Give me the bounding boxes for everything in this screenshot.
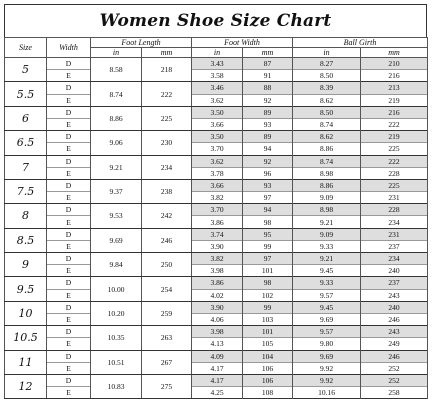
length-in-cell: 8.58: [91, 58, 142, 82]
girth-mm-cell: 219: [361, 131, 428, 143]
width-code-cell: E: [47, 143, 91, 155]
width-in-cell: 3.43: [192, 58, 243, 70]
table-row: [5, 350, 428, 362]
width-mm-cell: 88: [243, 82, 293, 94]
girth-mm-cell: 231: [361, 192, 428, 204]
width-in-cell: 4.13: [192, 338, 243, 350]
table-row: [5, 338, 428, 350]
girth-in-cell: 8.98: [293, 204, 361, 216]
length-in-cell: 9.37: [91, 179, 142, 203]
size-cell: 8.5: [5, 228, 47, 252]
width-in-cell: 3.90: [192, 301, 243, 313]
girth-in-cell: 9.92: [293, 374, 361, 386]
girth-mm-cell: 249: [361, 338, 428, 350]
table-row: [5, 155, 428, 167]
girth-mm-cell: 210: [361, 58, 428, 70]
width-mm-cell: 89: [243, 106, 293, 118]
width-in-cell: 4.17: [192, 362, 243, 374]
table-row: [5, 387, 428, 399]
width-code-cell: D: [47, 326, 91, 338]
width-code-cell: D: [47, 179, 91, 191]
girth-in-cell: 9.09: [293, 228, 361, 240]
width-mm-cell: 104: [243, 350, 293, 362]
width-in-cell: 3.78: [192, 167, 243, 179]
width-in-cell: 3.66: [192, 118, 243, 130]
girth-mm-cell: 225: [361, 179, 428, 191]
width-in-cell: 4.06: [192, 313, 243, 325]
girth-mm-cell: 240: [361, 265, 428, 277]
girth-in-cell: 8.74: [293, 118, 361, 130]
width-code-cell: E: [47, 167, 91, 179]
width-in-cell: 3.70: [192, 143, 243, 155]
girth-in-cell: 9.33: [293, 277, 361, 289]
girth-mm-cell: 243: [361, 326, 428, 338]
table-row: [5, 192, 428, 204]
girth-mm-cell: 246: [361, 313, 428, 325]
width-mm-cell: 105: [243, 338, 293, 350]
width-in-cell: 3.62: [192, 155, 243, 167]
girth-mm-cell: 213: [361, 82, 428, 94]
girth-in-cell: 8.50: [293, 70, 361, 82]
size-cell: 6: [5, 106, 47, 130]
girth-in-cell: 8.74: [293, 155, 361, 167]
width-mm-cell: 94: [243, 204, 293, 216]
width-code-cell: E: [47, 240, 91, 252]
length-in-cell: 8.86: [91, 106, 142, 130]
width-mm-cell: 92: [243, 94, 293, 106]
width-mm-cell: 93: [243, 179, 293, 191]
size-cell: 7: [5, 155, 47, 179]
width-code-cell: E: [47, 313, 91, 325]
size-cell: 11: [5, 350, 47, 374]
girth-mm-cell: 234: [361, 216, 428, 228]
table-row: [5, 277, 428, 289]
width-mm-cell: 94: [243, 143, 293, 155]
width-mm-cell: 108: [243, 387, 293, 399]
girth-mm-cell: 243: [361, 289, 428, 301]
girth-in-cell: 10.16: [293, 387, 361, 399]
size-chart: [4, 4, 427, 399]
width-in-cell: 3.50: [192, 106, 243, 118]
width-mm-cell: 106: [243, 362, 293, 374]
width-in-cell: 3.82: [192, 192, 243, 204]
length-in-cell: 10.20: [91, 301, 142, 325]
table-row: [5, 240, 428, 252]
table-row: [5, 179, 428, 191]
table-row: [5, 362, 428, 374]
width-in-cell: 3.70: [192, 204, 243, 216]
table-row: [5, 204, 428, 216]
girth-mm-cell: 246: [361, 350, 428, 362]
girth-in-cell: 9.45: [293, 265, 361, 277]
width-code-cell: D: [47, 277, 91, 289]
width-code-cell: D: [47, 301, 91, 313]
girth-mm-cell: 216: [361, 70, 428, 82]
girth-mm-cell: 234: [361, 253, 428, 265]
length-mm-cell: 267: [142, 350, 192, 374]
size-cell: 9: [5, 253, 47, 277]
girth-in-cell: 8.39: [293, 82, 361, 94]
girth-in-cell: 8.50: [293, 106, 361, 118]
width-mm-cell: 97: [243, 253, 293, 265]
header-width-in: in: [192, 48, 243, 58]
length-mm-cell: 250: [142, 253, 192, 277]
length-in-cell: 10.00: [91, 277, 142, 301]
width-in-cell: 3.66: [192, 179, 243, 191]
width-in-cell: 3.46: [192, 82, 243, 94]
girth-mm-cell: 258: [361, 387, 428, 399]
girth-mm-cell: 216: [361, 106, 428, 118]
length-in-cell: 9.53: [91, 204, 142, 228]
girth-in-cell: 9.69: [293, 350, 361, 362]
girth-mm-cell: 237: [361, 240, 428, 252]
width-code-cell: D: [47, 253, 91, 265]
girth-in-cell: 8.86: [293, 179, 361, 191]
width-code-cell: E: [47, 216, 91, 228]
length-in-cell: 10.83: [91, 374, 142, 398]
width-mm-cell: 98: [243, 277, 293, 289]
width-code-cell: E: [47, 118, 91, 130]
size-cell: 5.5: [5, 82, 47, 106]
length-in-cell: 8.74: [91, 82, 142, 106]
header-girth-mm: mm: [361, 48, 428, 58]
width-code-cell: D: [47, 82, 91, 94]
width-in-cell: 4.02: [192, 289, 243, 301]
table-row: [5, 216, 428, 228]
girth-mm-cell: 252: [361, 374, 428, 386]
girth-in-cell: 9.80: [293, 338, 361, 350]
size-cell: 10: [5, 301, 47, 325]
width-in-cell: 3.86: [192, 216, 243, 228]
girth-in-cell: 9.57: [293, 326, 361, 338]
length-in-cell: 9.69: [91, 228, 142, 252]
chart-title: Women Shoe Size Chart: [4, 4, 427, 37]
table-row: [5, 131, 428, 143]
length-mm-cell: 222: [142, 82, 192, 106]
header-size: Size: [5, 38, 47, 58]
width-code-cell: D: [47, 58, 91, 70]
girth-in-cell: 9.45: [293, 301, 361, 313]
width-code-cell: E: [47, 94, 91, 106]
width-in-cell: 4.17: [192, 374, 243, 386]
width-mm-cell: 97: [243, 192, 293, 204]
size-cell: 10.5: [5, 326, 47, 350]
width-mm-cell: 99: [243, 301, 293, 313]
table-row: [5, 265, 428, 277]
girth-mm-cell: 219: [361, 94, 428, 106]
header-girth-in: in: [293, 48, 361, 58]
girth-mm-cell: 225: [361, 143, 428, 155]
table-row: [5, 289, 428, 301]
width-code-cell: E: [47, 192, 91, 204]
table-row: [5, 167, 428, 179]
width-mm-cell: 102: [243, 289, 293, 301]
table-row: [5, 106, 428, 118]
width-mm-cell: 101: [243, 265, 293, 277]
length-mm-cell: 275: [142, 374, 192, 398]
girth-in-cell: 8.62: [293, 131, 361, 143]
girth-mm-cell: 237: [361, 277, 428, 289]
width-code-cell: E: [47, 289, 91, 301]
width-in-cell: 3.62: [192, 94, 243, 106]
length-mm-cell: 246: [142, 228, 192, 252]
table-row: [5, 70, 428, 82]
width-code-cell: D: [47, 228, 91, 240]
girth-in-cell: 8.86: [293, 143, 361, 155]
table-row: [5, 326, 428, 338]
table-row: [5, 253, 428, 265]
length-mm-cell: 218: [142, 58, 192, 82]
width-mm-cell: 91: [243, 70, 293, 82]
girth-in-cell: 9.92: [293, 362, 361, 374]
girth-in-cell: 9.57: [293, 289, 361, 301]
width-in-cell: 3.98: [192, 326, 243, 338]
girth-in-cell: 9.33: [293, 240, 361, 252]
table-row: [5, 143, 428, 155]
width-code-cell: D: [47, 350, 91, 362]
header-ball-girth: Ball Girth: [293, 38, 428, 48]
girth-in-cell: 8.98: [293, 167, 361, 179]
width-in-cell: 4.09: [192, 350, 243, 362]
size-table: [4, 37, 428, 399]
girth-mm-cell: 240: [361, 301, 428, 313]
width-mm-cell: 92: [243, 155, 293, 167]
header-foot-length: Foot Length: [91, 38, 192, 48]
length-mm-cell: 238: [142, 179, 192, 203]
table-row: [5, 313, 428, 325]
girth-mm-cell: 222: [361, 155, 428, 167]
table-row: [5, 118, 428, 130]
width-code-cell: D: [47, 106, 91, 118]
width-code-cell: E: [47, 265, 91, 277]
table-row: [5, 301, 428, 313]
girth-mm-cell: 222: [361, 118, 428, 130]
header-length-mm: mm: [142, 48, 192, 58]
width-mm-cell: 103: [243, 313, 293, 325]
width-in-cell: 3.50: [192, 131, 243, 143]
width-code-cell: D: [47, 204, 91, 216]
length-mm-cell: 259: [142, 301, 192, 325]
size-cell: 6.5: [5, 131, 47, 155]
width-mm-cell: 101: [243, 326, 293, 338]
width-in-cell: 3.74: [192, 228, 243, 240]
size-cell: 5: [5, 58, 47, 82]
header-foot-width: Foot Width: [192, 38, 293, 48]
table-body: [5, 58, 428, 399]
width-in-cell: 3.82: [192, 253, 243, 265]
size-cell: 12: [5, 374, 47, 398]
girth-in-cell: 8.62: [293, 94, 361, 106]
length-mm-cell: 230: [142, 131, 192, 155]
header-width-mm: mm: [243, 48, 293, 58]
table-row: [5, 374, 428, 386]
length-in-cell: 9.06: [91, 131, 142, 155]
width-mm-cell: 106: [243, 374, 293, 386]
girth-in-cell: 9.21: [293, 253, 361, 265]
table-row: [5, 58, 428, 70]
width-in-cell: 3.58: [192, 70, 243, 82]
width-in-cell: 3.90: [192, 240, 243, 252]
girth-mm-cell: 228: [361, 204, 428, 216]
girth-in-cell: 8.27: [293, 58, 361, 70]
girth-mm-cell: 252: [361, 362, 428, 374]
length-mm-cell: 263: [142, 326, 192, 350]
length-in-cell: 10.51: [91, 350, 142, 374]
size-cell: 9.5: [5, 277, 47, 301]
length-mm-cell: 225: [142, 106, 192, 130]
width-mm-cell: 99: [243, 240, 293, 252]
width-mm-cell: 96: [243, 167, 293, 179]
girth-mm-cell: 228: [361, 167, 428, 179]
width-in-cell: 3.86: [192, 277, 243, 289]
width-mm-cell: 87: [243, 58, 293, 70]
header-width: Width: [47, 38, 91, 58]
width-code-cell: E: [47, 387, 91, 399]
length-mm-cell: 234: [142, 155, 192, 179]
table-row: [5, 228, 428, 240]
size-cell: 8: [5, 204, 47, 228]
width-in-cell: 3.98: [192, 265, 243, 277]
girth-in-cell: 9.09: [293, 192, 361, 204]
table-row: [5, 94, 428, 106]
length-in-cell: 9.84: [91, 253, 142, 277]
girth-in-cell: 9.21: [293, 216, 361, 228]
width-mm-cell: 93: [243, 118, 293, 130]
width-in-cell: 4.25: [192, 387, 243, 399]
width-code-cell: D: [47, 374, 91, 386]
size-cell: 7.5: [5, 179, 47, 203]
header-length-in: in: [91, 48, 142, 58]
width-code-cell: E: [47, 70, 91, 82]
width-code-cell: E: [47, 362, 91, 374]
length-in-cell: 10.35: [91, 326, 142, 350]
table-row: [5, 82, 428, 94]
width-code-cell: E: [47, 338, 91, 350]
width-code-cell: D: [47, 155, 91, 167]
length-in-cell: 9.21: [91, 155, 142, 179]
girth-mm-cell: 231: [361, 228, 428, 240]
width-mm-cell: 98: [243, 216, 293, 228]
length-mm-cell: 242: [142, 204, 192, 228]
length-mm-cell: 254: [142, 277, 192, 301]
girth-in-cell: 9.69: [293, 313, 361, 325]
width-mm-cell: 89: [243, 131, 293, 143]
width-mm-cell: 95: [243, 228, 293, 240]
width-code-cell: D: [47, 131, 91, 143]
